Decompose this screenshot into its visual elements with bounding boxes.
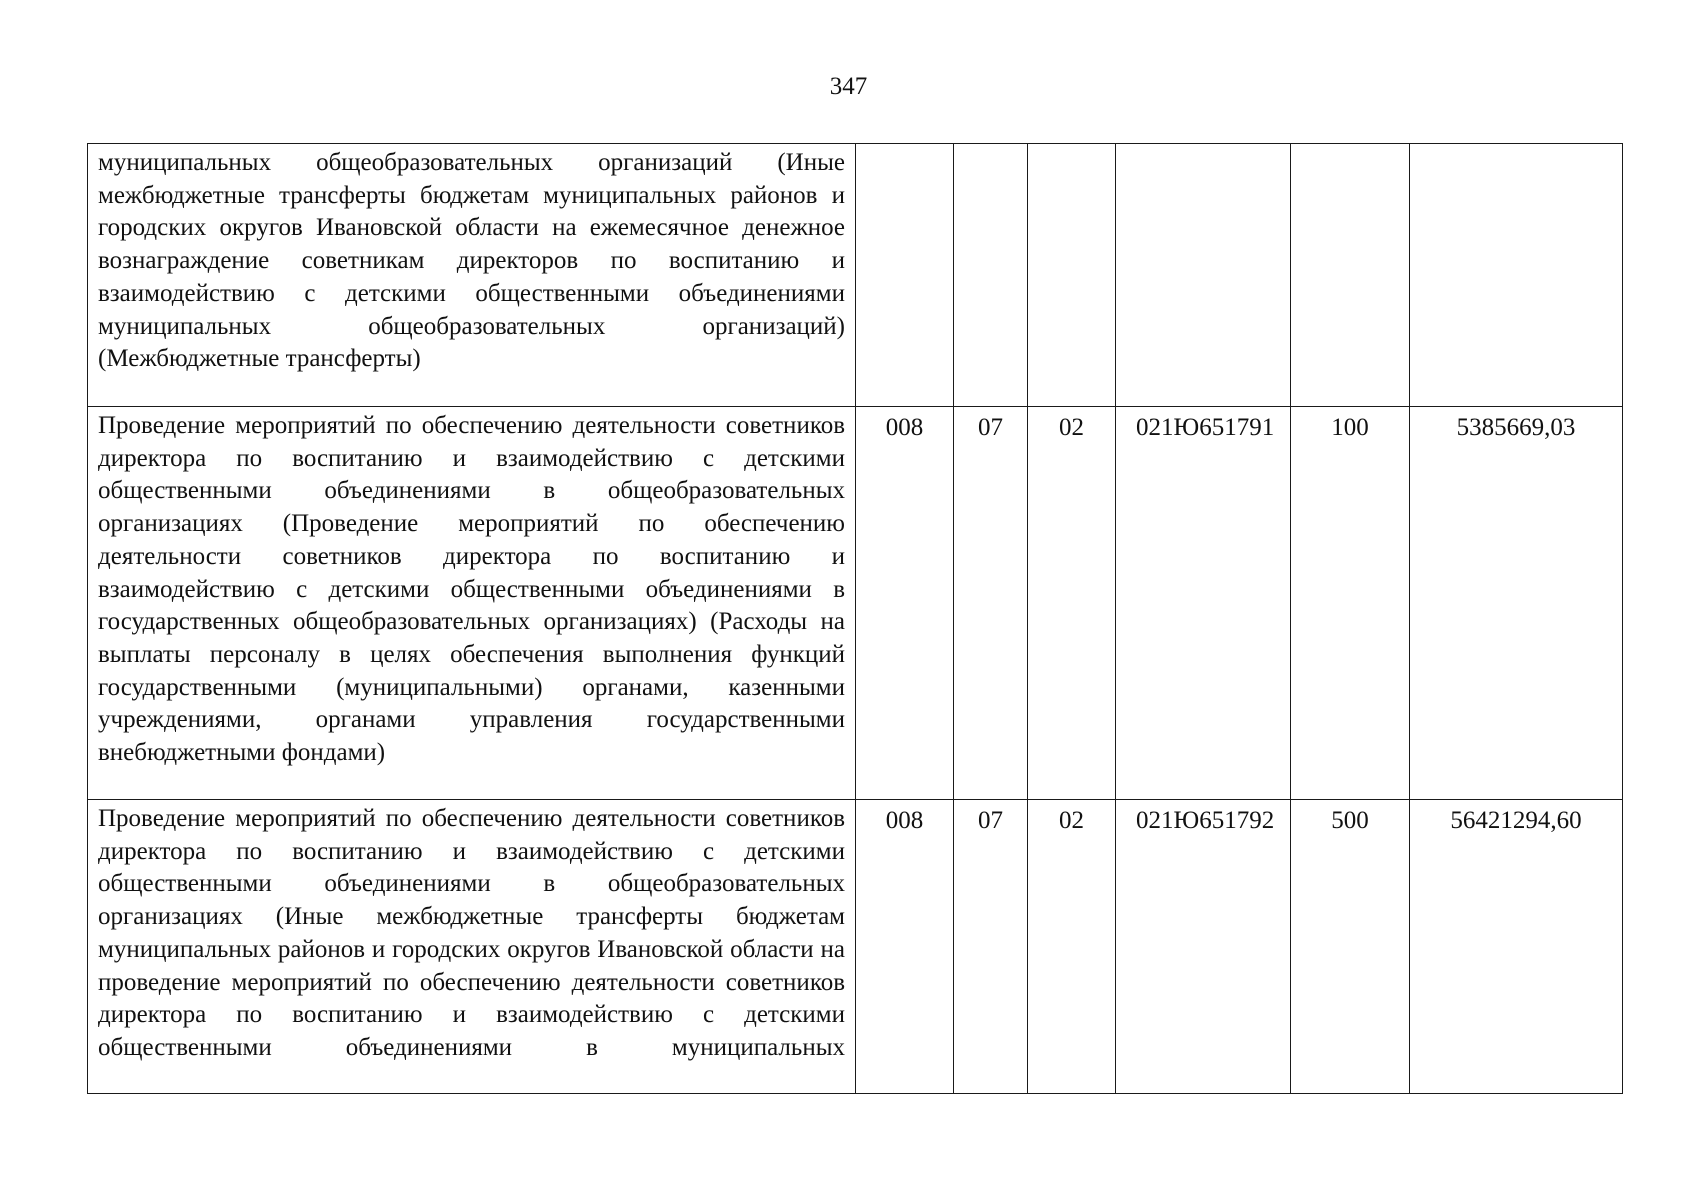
page-number: 347 (829, 73, 868, 100)
amount-value (1410, 144, 1623, 407)
subsection-code: 02 (1028, 800, 1116, 1094)
target-article-code (1116, 144, 1291, 407)
ministry-code: 008 (856, 407, 954, 800)
target-article-code: 021Ю651792 (1116, 800, 1291, 1094)
table-row (88, 800, 1623, 1094)
section-code: 07 (954, 407, 1028, 800)
section-code (954, 144, 1028, 407)
row-description: муниципальных общеобразовательных организаций (Иные межбюджетные трансферты бюджетам муниципальных районов и городских округов Ивановской области на ежемесячное денежное вознаграждение советникам директоров по воспитанию и взаимодействию с детскими общественными объединениями муниципальных общеобразовательных организаций) (Межбюджетные трансферты) (88, 144, 856, 407)
ministry-code (856, 144, 954, 407)
section-code: 07 (954, 800, 1028, 1094)
ministry-code: 008 (856, 800, 954, 1094)
amount-value: 56421294,60 (1410, 800, 1623, 1094)
subsection-code (1028, 144, 1116, 407)
table-row (88, 144, 1623, 407)
amount-value: 5385669,03 (1410, 407, 1623, 800)
expense-type-code: 100 (1291, 407, 1410, 800)
expense-type-code (1291, 144, 1410, 407)
subsection-code: 02 (1028, 407, 1116, 800)
row-description: Проведение мероприятий по обеспечению деятельности советников директора по воспитанию и взаимодействию с детскими общественными объединениями в общеобразовательных организациях (Проведение мероприятий по обеспечению деятельности советников директора по воспитанию и взаимодействию с детскими общественными объединениями в государственных общеобразовательных организациях) (Расходы на выплаты персоналу в целях обеспечения выполнения функций государственными (муниципальными) органами, казенными учреждениями, органами управления государственными внебюджетными фондами) (88, 407, 856, 800)
row-description: Проведение мероприятий по обеспечению деятельности советников директора по воспитанию и взаимодействию с детскими общественными объединениями в общеобразовательных организациях (Иные межбюджетные трансферты бюджетам муниципальных районов и городских округов Ивановской области на проведение мероприятий по обеспечению деятельности советников директора по воспитанию и взаимодействию с детскими общественными объединениями в муниципальных (88, 800, 856, 1094)
target-article-code: 021Ю651791 (1116, 407, 1291, 800)
table-row (88, 407, 1623, 800)
expense-type-code: 500 (1291, 800, 1410, 1094)
budget-table (87, 143, 1623, 1094)
